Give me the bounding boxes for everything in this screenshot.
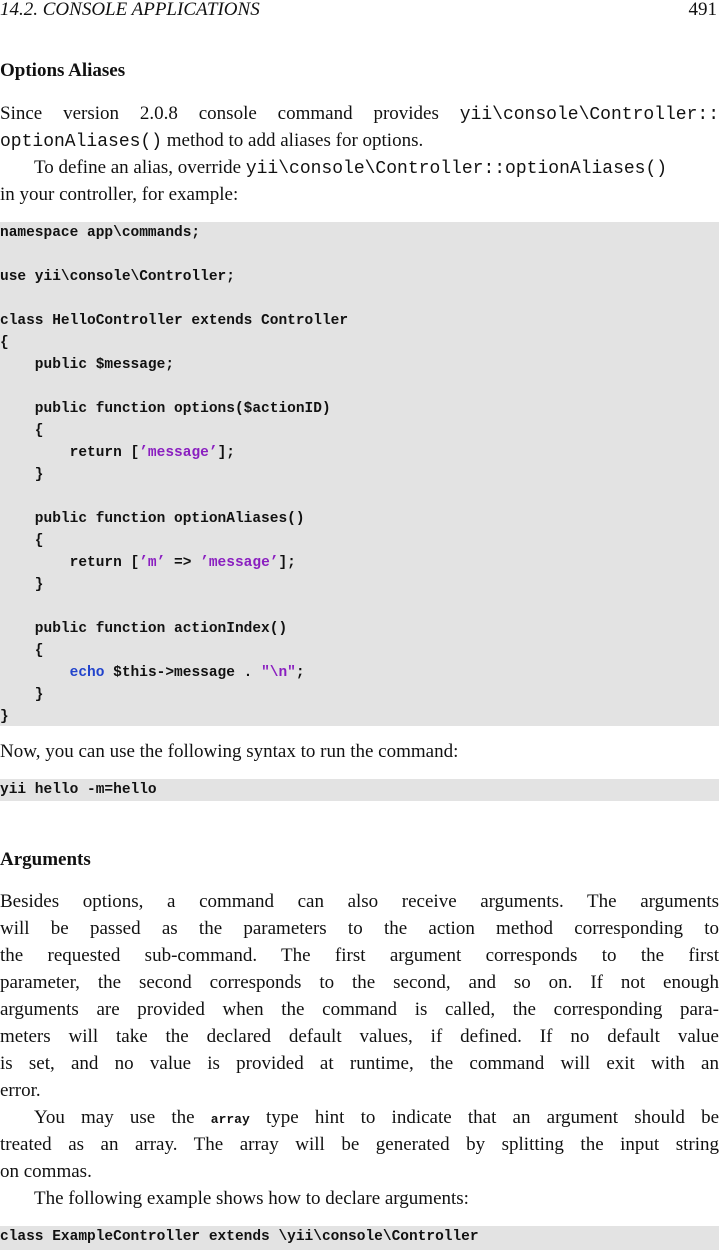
code-line: return [’message’]; — [0, 445, 235, 461]
paragraph-line: You may use the array type hint to indicate that an argument should be — [34, 1107, 719, 1128]
paragraph-line: the requested sub-command. The first argument corresponds to the first — [0, 945, 719, 966]
code-line: return [’m’ => ’message’]; — [0, 555, 296, 571]
options-aliases-paragraph — [0, 100, 719, 208]
code-line: } — [0, 687, 44, 703]
code-line: { — [0, 423, 44, 439]
code-line: echo $this->message . "\n"; — [69, 665, 305, 681]
string-literal: ’message’ — [139, 445, 218, 461]
paragraph-line: Since version 2.0.8 console command provides yii\console\Controller:: — [0, 103, 719, 125]
code-line — [0, 376, 719, 398]
code-block-command — [0, 779, 719, 801]
code-line: public function options($actionID) — [0, 401, 331, 417]
chapter-title: 14.2. CONSOLE APPLICATIONS — [0, 0, 260, 20]
code-line: } — [0, 709, 9, 725]
paragraph-line: parameter, the second corresponds to the second, and so on. If not enough — [0, 972, 719, 993]
code-line: class ExampleController extends \yii\console\Controller — [0, 1229, 479, 1245]
string-literal: ’m’ — [139, 555, 166, 571]
code-line: } — [0, 467, 44, 483]
paragraph-line: error. — [0, 1080, 41, 1101]
paragraph-line: arguments are provided when the command is called, the corresponding para- — [0, 999, 719, 1020]
code-line: yii hello -m=hello — [0, 782, 157, 798]
code-line — [0, 486, 719, 508]
code-line: use yii\console\Controller; — [0, 269, 235, 285]
code-line: { — [0, 335, 9, 351]
section-heading-options-aliases: Options Aliases — [0, 60, 126, 81]
page-number: 491 — [688, 0, 717, 20]
keyword-echo: echo — [69, 665, 105, 681]
string-literal: ’message’ — [200, 555, 279, 571]
code-line — [0, 288, 719, 310]
paragraph-line: treated as an array. The array will be generated by splitting the input string — [0, 1134, 719, 1155]
code-line: public $message; — [0, 357, 175, 373]
inline-code: yii\console\Controller:: — [459, 105, 719, 125]
paragraph-line: on commas. — [0, 1161, 92, 1182]
inline-code: optionAliases() — [0, 132, 163, 152]
paragraph-line: in your controller, for example: — [0, 184, 239, 205]
paragraph-line: The following example shows how to declare arguments: — [34, 1188, 469, 1209]
paragraph-line: will be passed as the parameters to the action method corresponding to — [0, 918, 719, 939]
code-line — [0, 244, 719, 266]
paragraph-line: Besides options, a command can also receive arguments. The arguments — [0, 891, 719, 912]
run-command-paragraph: Now, you can use the following syntax to run the command: — [0, 741, 459, 762]
code-line: } — [0, 577, 44, 593]
running-header — [0, 0, 721, 22]
code-line: public function optionAliases() — [0, 511, 305, 527]
code-line: public function actionIndex() — [0, 621, 288, 637]
code-block-hello-controller — [0, 222, 719, 726]
section-heading-arguments: Arguments — [0, 849, 91, 870]
code-block-example-controller — [0, 1226, 719, 1250]
paragraph-line: meters will take the declared default values, if defined. If no default value — [0, 1026, 719, 1047]
paragraph-line: optionAliases() method to add aliases for options. — [0, 130, 424, 152]
inline-code: array — [210, 1112, 250, 1127]
inline-code: yii\console\Controller::optionAliases() — [245, 159, 668, 179]
code-line: namespace app\commands; — [0, 225, 201, 241]
paragraph-line: is set, and no value is provided at runtime, the command will exit with an — [0, 1053, 719, 1074]
code-line: { — [0, 643, 44, 659]
code-line: { — [0, 533, 44, 549]
arguments-paragraph — [0, 888, 719, 1212]
paragraph-line: To define an alias, override yii\console\Controller::optionAliases() — [34, 157, 668, 179]
code-line — [0, 596, 719, 618]
string-literal: "\n" — [261, 665, 296, 681]
code-line: class HelloController extends Controller — [0, 313, 349, 329]
